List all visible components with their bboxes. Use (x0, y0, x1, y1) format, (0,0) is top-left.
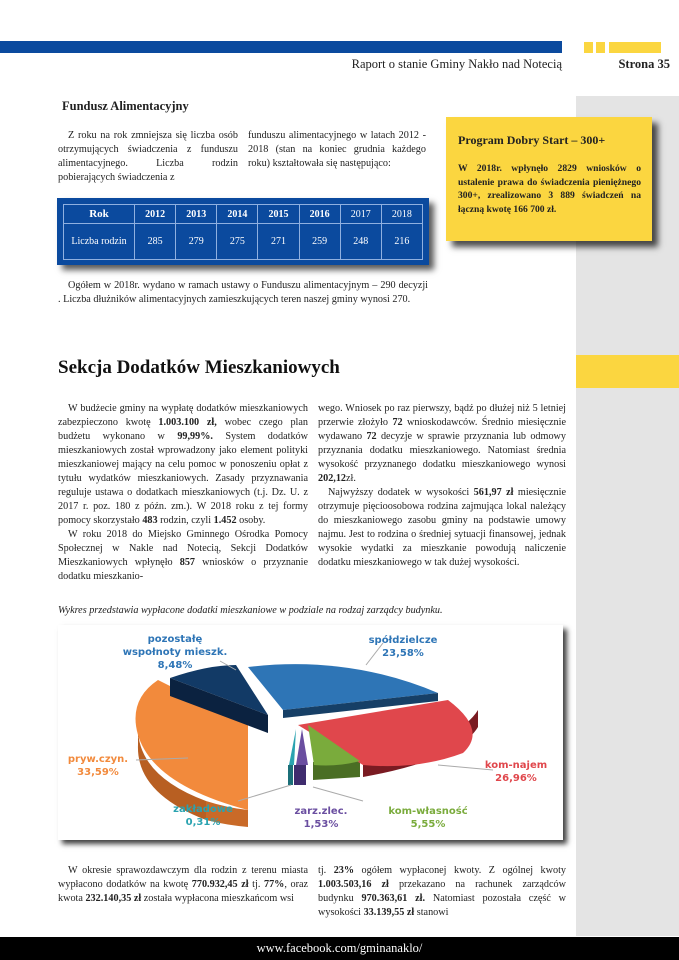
pie-chart (58, 625, 563, 840)
fundusz-summary-text: Ogółem w 2018r. wydano w ramach ustawy o Funduszu alimentacyjnym – 290 decyzji . Liczba dłużników alimentacyjnych zamieszkujących teren naszej gminy wynosi 270. (58, 280, 428, 305)
bottom-col1-text: W okresie sprawozdawczym dla rodzin z terenu miasta wypłacono dodatków na kwotę 770.932,45 zł tj. 77%, oraz kwota 232.140,35 zł została wypłacona mieszkańcom wsi (58, 865, 309, 904)
dobry-start-text: W 2018r. wpłynęło 2829 wniosków o ustalenie prawa do świadczenia pieniężnego 300+, zrealizowano 3 889 świadczeń na łączną kwotę 166 700 zł. (458, 163, 641, 215)
bottom-col2-text: tj. 23% ogółem wypłaconej kwoty. Z ogólnej kwoty 1.003.503,16 zł przekazano na rachunek zarządców budynku 970.363,61 zł. Natomiast pozostała część w wysokości 33.139,55 zł stanowi (318, 865, 567, 918)
fundusz-intro-col1 (58, 129, 238, 185)
bottom-col1 (58, 864, 308, 906)
label-pozostale: pozostałę wspołnoty mieszk. 8,48% (122, 634, 228, 671)
table-header-year: 2016 (299, 205, 340, 224)
label-spoldzielcze: spółdzielcze 23,58% (368, 635, 438, 659)
chart-caption: Wykres przedstawia wypłacone dodatki mieszkaniowe w podziale na rodzaj zarządcy budynku. (58, 605, 443, 616)
table-cell: 279 (176, 224, 217, 260)
table-header-year: 2013 (176, 205, 217, 224)
table-header-year: 2017 (340, 205, 381, 224)
label-kom-najem: kom-najem 26,96% (484, 760, 548, 784)
table-cell: 259 (299, 224, 340, 260)
footer-link[interactable]: www.facebook.com/gminanaklo/ (256, 941, 423, 955)
table-cell: 248 (340, 224, 381, 260)
dobry-start-title: Program Dobry Start – 300+ (458, 133, 606, 147)
header-yellow-block-3 (609, 42, 661, 53)
dodatki-col2 (318, 402, 566, 570)
fundusz-table-panel (57, 198, 429, 265)
slice-zakladowe (289, 729, 296, 765)
header-blue-bar (0, 41, 562, 53)
fundusz-heading: Fundusz Alimentacyjny (62, 99, 189, 113)
table-header-year: 2012 (135, 205, 176, 224)
header-yellow-block-1 (584, 42, 593, 53)
table-header-year: 2015 (258, 205, 299, 224)
dodatki-col2-p1: wego. Wniosek po raz pierwszy, bądź po dłużej niż 5 letniej przerwie złożyło 72 wnioskodawców. Średnio miesięcznie wydawano 72 decyzje w sprawie przyznania lub odmowy przyznania dodatku mieszkaniowego. Natomiast średnia wysokość przyznanego dodatku mieszkaniowego wynosi 202,12zł. (318, 403, 566, 484)
table-cell: 285 (135, 224, 176, 260)
table-cell: 271 (258, 224, 299, 260)
fundusz-intro-col2 (248, 129, 426, 171)
section-yellow-strip (576, 355, 679, 388)
report-title: Raport o stanie Gminy Nakło nad Notecią (351, 57, 562, 71)
table-cell: 216 (381, 224, 422, 260)
label-pryw-czyn: pryw.czyn. 33,59% (67, 754, 129, 778)
table-header-rok: Rok (64, 205, 135, 224)
dodatki-col1 (58, 402, 308, 584)
bottom-col2 (318, 864, 566, 920)
dodatki-col1-p2: W roku 2018 do Miejsko Gminnego Ośrodka Pomocy Społecznej w Nakle nad Notecią, Sekcji Dodatków Mieszkaniowych wpłynęło 857 wniosków o przyznanie dodatku mieszkanio- (58, 529, 308, 582)
fundusz-table (63, 204, 423, 260)
table-row (64, 224, 423, 260)
table-header-row (64, 205, 423, 224)
table-row-label: Liczba rodzin (64, 224, 135, 260)
dodatki-col2-p2: Najwyższy dodatek w wysokości 561,97 zł miesięcznie otrzymuje pięcioosobowa rodzina zajmująca lokal należący do mieszkaniowego zasobu gminy na podstawie umowy najmu. Jest to rodzina o średniej sytuacji finansowej, jednak wysokie wydatki za mieszkanie powodują naliczenie dodatku mieszkaniowego w tak dużej wysokości. (318, 487, 566, 568)
dobry-start-box (446, 117, 652, 241)
dodatki-col1-p1: W budżecie gminy na wypłatę dodatków mieszkaniowych zabezpieczono kwotę 1.003.100 zł, wobec czego plan budżetu wykonano w 99,99%. System dodatków mieszkaniowych został wprowadzony jako element polityki mieszkaniowej mający na celu pomoc w ponoszeniu opłat z tytułu wydatków mieszkaniowych. Zasady przyznawania reguluje ustawa o dodatkach mieszkaniowych (t.j. Dz. U. z 2017 r. poz. 180 z późn. zm.). W 2018 roku z tej formy pomocy skorzystało 483 rodzin, czyli 1.452 osoby. (58, 403, 308, 526)
footer-bar (0, 937, 679, 960)
table-header-year: 2014 (217, 205, 258, 224)
table-cell: 275 (217, 224, 258, 260)
fundusz-intro-col1-text: Z roku na rok zmniejsza się liczba osób otrzymujących świadczenia z funduszu alimentacyjnego. Liczba rodzin pobierających świadczenia z (58, 130, 238, 183)
label-zarz-zlec: zarz.zlec. 1,53% (294, 806, 348, 830)
fundusz-intro-col2-text: funduszu alimentacyjnego w latach 2012 - 2018 (stan na koniec grudnia każdego roku) kształtowała się następująco: (248, 130, 426, 169)
table-header-year: 2018 (381, 205, 422, 224)
slice-zarz-zlec (296, 729, 308, 765)
header-yellow-block-2 (596, 42, 605, 53)
fundusz-summary (58, 279, 428, 307)
section-title: Sekcja Dodatków Mieszkaniowych (58, 357, 340, 378)
page-number: Strona 35 (618, 57, 670, 71)
label-zakladowe: zakładowe 0,31% (173, 804, 233, 828)
label-kom-wlasnosc: kom-własność 5,55% (388, 806, 468, 830)
